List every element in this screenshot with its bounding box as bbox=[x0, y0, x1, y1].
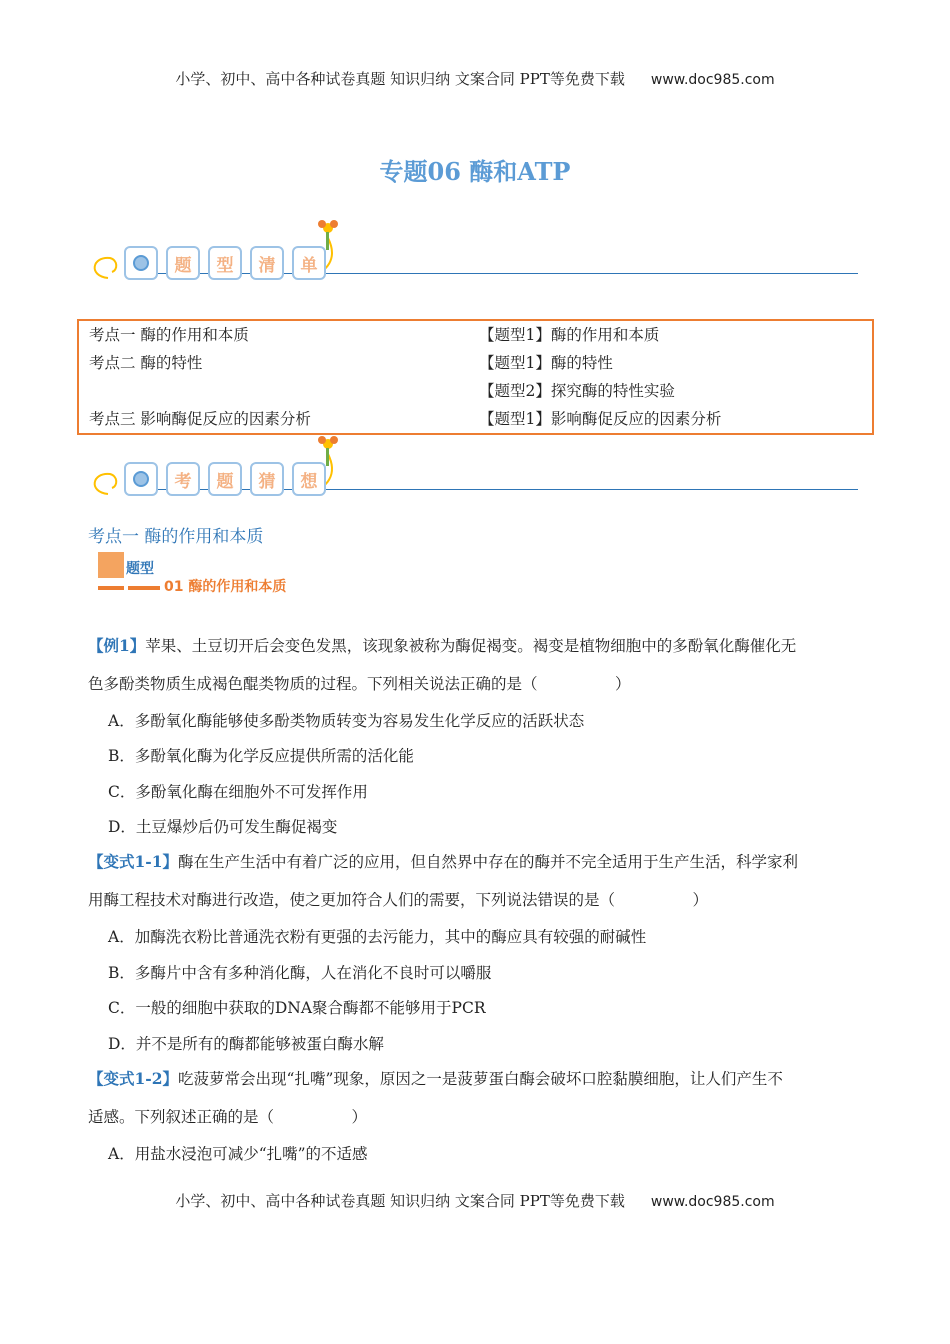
option-a: A．加酶洗衣粉比普通洗衣粉有更强的去污能力，其中的酶应具有较强的耐碱性 bbox=[108, 928, 647, 946]
banner-dot-icon bbox=[124, 462, 158, 496]
topic-type: 【题型2】探究酶的特性实验 bbox=[479, 382, 675, 400]
section-heading: 考点一 酶的作用和本质 bbox=[88, 527, 264, 547]
question-tag: 【变式1-2】 bbox=[88, 1069, 179, 1088]
question-stem-continued: 适感。下列叙述正确的是（ ） bbox=[88, 1108, 368, 1126]
option-d: D．土豆爆炒后仍可发生酶促褐变 bbox=[108, 818, 338, 836]
banner-topic-list bbox=[88, 218, 858, 288]
question-stem-continued: 用酶工程技术对酶进行改造，使之更加符合人们的需要，下列说法错误的是（ ） bbox=[88, 891, 709, 909]
footer-text: 小学、初中、高中各种试卷真题 知识归纳 文案合同 PPT等免费下载 bbox=[175, 1192, 625, 1210]
topic-point: 考点二 酶的特性 bbox=[89, 354, 203, 372]
question-text: 吃菠萝常会出现“扎嘴”现象，原因之一是菠萝蛋白酶会破坏口腔黏膜细胞，让人们产生不 bbox=[178, 1070, 783, 1088]
topic-row bbox=[89, 377, 869, 405]
question-stem bbox=[88, 628, 858, 664]
question-tag: 【变式1-1】 bbox=[88, 852, 179, 871]
question-tag: 【例1】 bbox=[88, 636, 146, 655]
banner-char: 题 bbox=[208, 462, 242, 496]
footer-site[interactable]: www.doc985.com bbox=[650, 1194, 775, 1210]
topic-type: 【题型1】酶的作用和本质 bbox=[479, 326, 660, 344]
banner-char: 型 bbox=[208, 246, 242, 280]
banner-char: 题 bbox=[166, 246, 200, 280]
option-c: C．一般的细胞中获取的DNA聚合酶都不能够用于PCR bbox=[108, 999, 486, 1017]
badge-square bbox=[98, 552, 124, 578]
option-a: A．用盐水浸泡可减少“扎嘴”的不适感 bbox=[108, 1145, 368, 1163]
page-header bbox=[0, 68, 950, 89]
banner-char: 想 bbox=[292, 462, 326, 496]
topic-row bbox=[89, 349, 869, 377]
banner-dot-icon bbox=[124, 246, 158, 280]
badge-name: 01 酶的作用和本质 bbox=[164, 579, 287, 595]
question-type-badge bbox=[98, 552, 358, 594]
option-a: A．多酚氧化酶能够使多酚类物质转变为容易发生化学反应的活跃状态 bbox=[108, 712, 585, 730]
banner-char: 猜 bbox=[250, 462, 284, 496]
topic-type: 【题型1】酶的特性 bbox=[479, 354, 613, 372]
question-stem bbox=[88, 844, 858, 880]
banner-char: 清 bbox=[250, 246, 284, 280]
topic-type: 【题型1】影响酶促反应的因素分析 bbox=[479, 410, 722, 428]
banner-tiles bbox=[124, 462, 326, 496]
header-text: 小学、初中、高中各种试卷真题 知识归纳 文案合同 PPT等免费下载 bbox=[175, 70, 625, 88]
question-text: 苹果、土豆切开后会变色发黑，该现象被称为酶促褐变。褐变是植物细胞中的多酚氧化酶催化无 bbox=[145, 637, 797, 655]
badge-bar bbox=[98, 586, 124, 590]
topic-point: 考点三 影响酶促反应的因素分析 bbox=[89, 410, 311, 428]
page-footer bbox=[0, 1190, 950, 1211]
badge-bar bbox=[128, 586, 160, 590]
topic-row bbox=[89, 321, 869, 349]
option-b: B．多酚氧化酶为化学反应提供所需的活化能 bbox=[108, 747, 414, 765]
banner-char: 单 bbox=[292, 246, 326, 280]
option-d: D．并不是所有的酶都能够被蛋白酶水解 bbox=[108, 1035, 384, 1053]
header-site[interactable]: www.doc985.com bbox=[650, 72, 775, 88]
topic-list-box bbox=[77, 319, 874, 435]
banner-tiles bbox=[124, 246, 326, 280]
question-text: 酶在生产生活中有着广泛的应用，但自然界中存在的酶并不完全适用于生产生活，科学家利 bbox=[178, 853, 799, 871]
banner-char: 考 bbox=[166, 462, 200, 496]
option-c: C．多酚氧化酶在细胞外不可发挥作用 bbox=[108, 783, 368, 801]
topic-point: 考点一 酶的作用和本质 bbox=[89, 326, 249, 344]
topic-row bbox=[89, 405, 869, 433]
question-stem bbox=[88, 1061, 858, 1097]
page-title: 专题06 酶和ATP bbox=[379, 157, 571, 186]
option-b: B．多酶片中含有多种消化酶，人在消化不良时可以嚼服 bbox=[108, 964, 492, 982]
question-stem-continued: 色多酚类物质生成褐色醌类物质的过程。下列相关说法正确的是（ ） bbox=[88, 675, 631, 693]
badge-label: 题型 bbox=[126, 561, 154, 577]
banner-question-guess bbox=[88, 434, 858, 504]
